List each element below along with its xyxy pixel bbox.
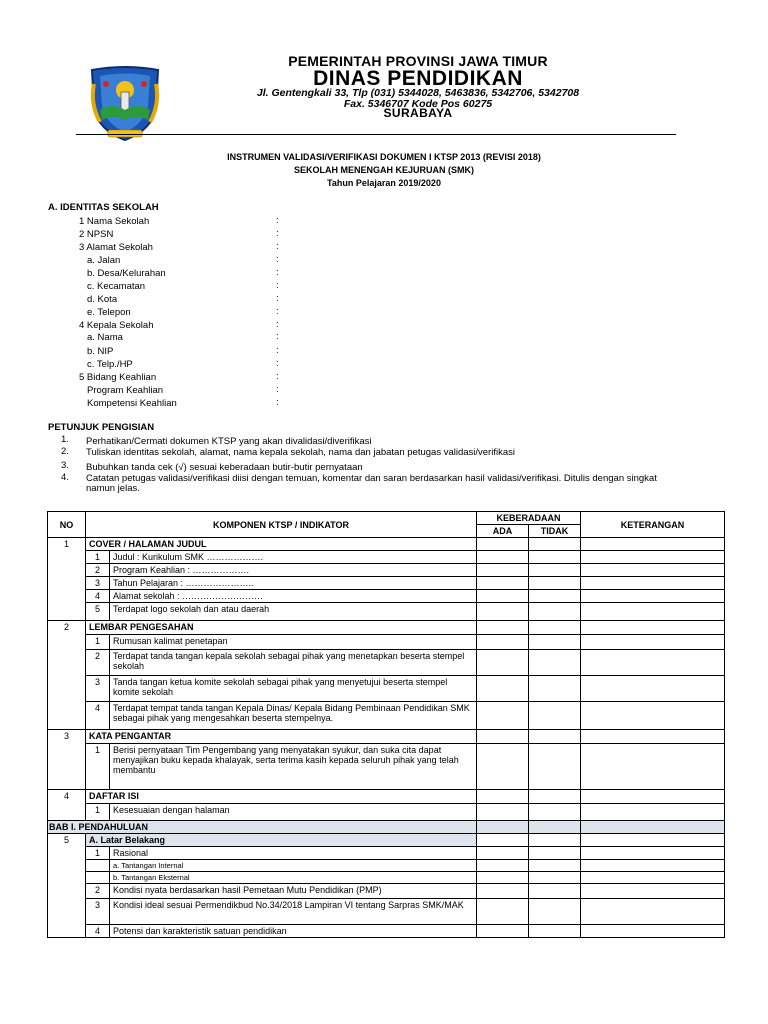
item-number: 5 — [86, 603, 110, 621]
item-number: 4 — [86, 590, 110, 603]
presence-yes-cell[interactable] — [477, 621, 529, 635]
field-colon: : — [276, 345, 279, 356]
presence-no-cell[interactable] — [529, 577, 581, 590]
identity-field-label: d. Kota — [87, 294, 118, 305]
field-colon: : — [276, 331, 279, 342]
notes-cell[interactable] — [581, 790, 725, 804]
notes-cell[interactable] — [581, 538, 725, 551]
item-number: 4 — [86, 702, 110, 730]
table-row — [48, 650, 725, 676]
table-row — [48, 635, 725, 650]
table-row — [48, 551, 725, 564]
identity-field-label: c. Kecamatan — [87, 281, 146, 292]
field-colon: : — [276, 358, 279, 369]
table-header-row — [48, 512, 725, 525]
header-divider — [76, 134, 676, 135]
table-row — [48, 564, 725, 577]
presence-no-cell[interactable] — [529, 603, 581, 621]
notes-cell[interactable] — [581, 635, 725, 650]
presence-yes-cell[interactable] — [477, 925, 529, 938]
presence-no-cell[interactable] — [529, 676, 581, 702]
presence-no-cell[interactable] — [529, 804, 581, 821]
identity-field-label: 5 Bidang Keahlian — [79, 372, 157, 383]
item-number: 3 — [86, 577, 110, 590]
notes-cell[interactable] — [581, 860, 725, 872]
presence-yes-cell[interactable] — [477, 702, 529, 730]
header-yes: ADA — [477, 525, 529, 538]
instruction-number: 4. — [61, 472, 69, 483]
item-text: Alamat sekolah : ……………………… — [110, 590, 477, 603]
notes-cell[interactable] — [581, 834, 725, 847]
field-colon: : — [276, 397, 279, 408]
item-number: 1 — [86, 847, 110, 860]
table-row — [48, 790, 725, 804]
table-row — [48, 872, 725, 884]
presence-no-cell[interactable] — [529, 702, 581, 730]
instruction-text: Catatan petugas validasi/verifikasi diisi dengan temuan, komentar dan saran berdasarkan hasil validasi/verifikasi. Ditulis dengan singkat namun jelas. — [86, 473, 657, 494]
item-number: 3 — [86, 676, 110, 702]
validation-table — [47, 511, 725, 938]
table-row — [48, 925, 725, 938]
identity-field-label: b. Desa/Kelurahan — [87, 268, 166, 279]
item-text: Potensi dan karakteristik satuan pendidikan — [110, 925, 477, 938]
notes-cell — [581, 821, 725, 834]
notes-cell[interactable] — [581, 603, 725, 621]
section-number: 3 — [48, 730, 86, 790]
item-text: Tahun Pelajaran : ………………….. — [110, 577, 477, 590]
table-row — [48, 847, 725, 860]
table-row — [48, 834, 725, 847]
notes-cell[interactable] — [581, 847, 725, 860]
presence-yes-cell[interactable] — [477, 551, 529, 564]
notes-cell[interactable] — [581, 577, 725, 590]
header-fax: Fax. 5346707 Kode Pos 60275 — [343, 98, 493, 110]
item-text: Rasional — [110, 847, 477, 860]
item-number — [86, 860, 110, 872]
instruction-number: 2. — [61, 446, 69, 457]
presence-yes-cell[interactable] — [477, 744, 529, 790]
identity-field-label: c. Telp./HP — [87, 359, 133, 370]
presence-no-cell[interactable] — [529, 744, 581, 790]
header-address: Jl. Gentengkali 33, Tlp (031) 5344028, 5463836, 5342706, 5342708 — [256, 87, 580, 99]
presence-yes-cell[interactable] — [477, 834, 529, 847]
header-component: KOMPONEN KTSP / INDIKATOR — [86, 512, 477, 538]
item-text: Rumusan kalimat penetapan — [110, 635, 477, 650]
presence-yes-cell[interactable] — [477, 676, 529, 702]
notes-cell[interactable] — [581, 804, 725, 821]
header-government-name: PEMERINTAH PROVINSI JAWA TIMUR — [288, 53, 548, 69]
item-text: Terdapat tempat tanda tangan Kepala Dinas/ Kepala Bidang Pembinaan Pendidikan SMK sebagai pihak yang mengesahkan beserta stempelnya. — [110, 702, 477, 730]
item-text: Kondisi nyata berdasarkan hasil Pemetaan Mutu Pendidikan (PMP) — [110, 884, 477, 899]
notes-cell[interactable] — [581, 650, 725, 676]
presence-no-cell[interactable] — [529, 538, 581, 551]
notes-cell[interactable] — [581, 702, 725, 730]
header-presence: KEBERADAAN — [477, 512, 581, 525]
identity-field-label: a. Nama — [87, 332, 123, 343]
presence-no-cell[interactable] — [529, 860, 581, 872]
identity-field-label: a. Jalan — [87, 255, 121, 266]
identity-field-label: 2 NPSN — [79, 229, 114, 240]
item-text: b. Tantangan Eksternal — [110, 872, 477, 884]
header-no: NO — [48, 512, 86, 538]
item-number: 2 — [86, 564, 110, 577]
notes-cell[interactable] — [581, 872, 725, 884]
notes-cell[interactable] — [581, 925, 725, 938]
presence-yes-cell[interactable] — [477, 884, 529, 899]
identity-field-label: 3 Alamat Sekolah — [79, 242, 153, 253]
table-row — [48, 730, 725, 744]
instruction-text: Tuliskan identitas sekolah, alamat, nama kepala sekolah, nama dan jabatan petugas validasi/verifikasi — [86, 447, 515, 458]
instruction-number: 1. — [61, 434, 69, 445]
table-row — [48, 804, 725, 821]
header-city: SURABAYA — [383, 106, 453, 120]
chapter-row — [48, 821, 725, 834]
header-absent: TIDAK — [529, 525, 581, 538]
presence-yes-cell[interactable] — [477, 603, 529, 621]
presence-no-cell[interactable] — [529, 925, 581, 938]
section-title: COVER / HALAMAN JUDUL — [86, 538, 477, 551]
presence-yes-cell[interactable] — [477, 899, 529, 925]
notes-cell[interactable] — [581, 676, 725, 702]
item-number: 3 — [86, 899, 110, 925]
presence-yes-cell[interactable] — [477, 860, 529, 872]
field-colon: : — [276, 267, 279, 278]
presence-no-cell[interactable] — [529, 551, 581, 564]
presence-no-cell[interactable] — [529, 730, 581, 744]
presence-no-cell[interactable] — [529, 884, 581, 899]
item-number: 4 — [86, 925, 110, 938]
section-number: 1 — [48, 538, 86, 621]
item-text: Program Keahlian : ………………. — [110, 564, 477, 577]
notes-cell[interactable] — [581, 884, 725, 899]
instructions-heading: PETUNJUK PENGISIAN — [48, 422, 155, 433]
document-subtitle: SEKOLAH MENENGAH KEJURUAN (SMK) — [293, 165, 474, 175]
field-colon: : — [276, 241, 279, 252]
presence-no-cell[interactable] — [529, 621, 581, 635]
table-row — [48, 621, 725, 635]
chapter-title: BAB I. PENDAHULUAN — [48, 821, 477, 834]
section-number: 2 — [48, 621, 86, 730]
notes-cell[interactable] — [581, 730, 725, 744]
notes-cell[interactable] — [581, 564, 725, 577]
notes-cell[interactable] — [581, 551, 725, 564]
presence-no-cell[interactable] — [529, 650, 581, 676]
table-row — [48, 590, 725, 603]
instruction-number: 3. — [61, 460, 69, 471]
field-colon: : — [276, 293, 279, 304]
section-number: 5 — [48, 834, 86, 938]
table-row — [48, 884, 725, 899]
presence-yes-cell[interactable] — [477, 577, 529, 590]
field-colon: : — [276, 306, 279, 317]
identity-field-label: e. Telepon — [87, 307, 131, 318]
presence-no-cell[interactable] — [529, 635, 581, 650]
item-text: Berisi pernyataan Tim Pengembang yang menyatakan syukur, dan suka cita dapat menyajikan buku kepada khalayak, serta terima kasih kepada seluruh pihak yang telah membantu — [110, 744, 477, 790]
item-number — [86, 872, 110, 884]
section-title: A. Latar Belakang — [86, 834, 477, 847]
item-text: Kondisi ideal sesuai Permendikbud No.34/2018 Lampiran VI tentang Sarpras SMK/MAK — [110, 899, 477, 925]
notes-cell[interactable] — [581, 899, 725, 925]
identity-field-label: b. NIP — [87, 346, 114, 357]
presence-yes-cell[interactable] — [477, 730, 529, 744]
section-title: KATA PENGANTAR — [86, 730, 477, 744]
item-text: Tanda tangan ketua komite sekolah sebagai pihak yang menyetujui beserta stempel komite sekolah — [110, 676, 477, 702]
field-colon: : — [276, 384, 279, 395]
item-text: Judul : Kurikulum SMK ………………. — [110, 551, 477, 564]
presence-yes-cell[interactable] — [477, 650, 529, 676]
table-row — [48, 860, 725, 872]
east-java-coat-of-arms-icon — [86, 64, 164, 142]
identity-field-label: 1 Nama Sekolah — [79, 216, 150, 227]
table-row — [48, 899, 725, 925]
table-row — [48, 603, 725, 621]
presence-no-cell[interactable] — [529, 899, 581, 925]
instruction-text: Bubuhkan tanda cek (√) sesuai keberadaan butir-butir pernyataan — [86, 462, 363, 473]
section-title: DAFTAR ISI — [86, 790, 477, 804]
identity-heading: A. IDENTITAS SEKOLAH — [48, 202, 159, 213]
presence-no-cell[interactable] — [529, 790, 581, 804]
presence-yes-cell[interactable] — [477, 804, 529, 821]
school-year: Tahun Pelajaran 2019/2020 — [327, 178, 441, 188]
item-text: a. Tantangan Internal — [110, 860, 477, 872]
presence-no-cell[interactable] — [529, 872, 581, 884]
field-colon: : — [276, 319, 279, 330]
notes-cell[interactable] — [581, 621, 725, 635]
presence-yes-cell[interactable] — [477, 564, 529, 577]
item-text: Kesesuaian dengan halaman — [110, 804, 477, 821]
presence-no-cell[interactable] — [529, 847, 581, 860]
identity-field-label: 4 Kepala Sekolah — [79, 320, 154, 331]
item-number: 1 — [86, 744, 110, 790]
document-title: INSTRUMEN VALIDASI/VERIFIKASI DOKUMEN I KTSP 2013 (REVISI 2018) — [227, 152, 541, 162]
identity-field-label: Program Keahlian — [87, 385, 164, 396]
table-row — [48, 538, 725, 551]
presence-yes-cell[interactable] — [477, 847, 529, 860]
item-text: Terdapat tanda tangan kepala sekolah sebagai pihak yang menetapkan beserta stempel sekolah — [110, 650, 477, 676]
field-colon: : — [276, 228, 279, 239]
item-number: 2 — [86, 884, 110, 899]
header-office-name: DINAS PENDIDIKAN — [313, 67, 523, 90]
presence-no-cell[interactable] — [529, 834, 581, 847]
field-colon: : — [276, 254, 279, 265]
presence-yes-cell — [477, 821, 529, 834]
item-text: Terdapat logo sekolah dan atau daerah — [110, 603, 477, 621]
presence-no-cell[interactable] — [529, 590, 581, 603]
table-row — [48, 702, 725, 730]
field-colon: : — [276, 280, 279, 291]
presence-no-cell[interactable] — [529, 564, 581, 577]
instruction-text: Perhatikan/Cermati dokumen KTSP yang akan divalidasi/diverifikasi — [86, 436, 372, 447]
section-title: LEMBAR PENGESAHAN — [86, 621, 477, 635]
table-row — [48, 676, 725, 702]
presence-yes-cell[interactable] — [477, 538, 529, 551]
identity-field-label: Kompetensi Keahlian — [87, 398, 177, 409]
presence-yes-cell[interactable] — [477, 590, 529, 603]
field-colon: : — [276, 371, 279, 382]
presence-yes-cell[interactable] — [477, 790, 529, 804]
presence-no-cell — [529, 821, 581, 834]
presence-yes-cell[interactable] — [477, 635, 529, 650]
item-number: 1 — [86, 551, 110, 564]
table-row — [48, 744, 725, 790]
section-number: 4 — [48, 790, 86, 821]
header-notes: KETERANGAN — [581, 512, 725, 538]
notes-cell[interactable] — [581, 590, 725, 603]
item-number: 1 — [86, 635, 110, 650]
item-number: 1 — [86, 804, 110, 821]
notes-cell[interactable] — [581, 744, 725, 790]
table-row — [48, 577, 725, 590]
item-number: 2 — [86, 650, 110, 676]
presence-yes-cell[interactable] — [477, 872, 529, 884]
field-colon: : — [276, 215, 279, 226]
